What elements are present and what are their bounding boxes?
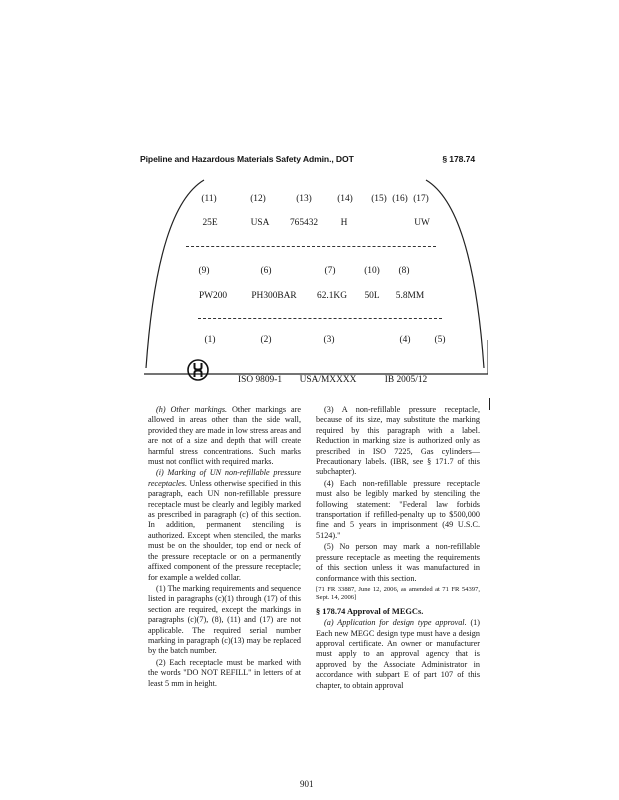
un-packaging-symbol xyxy=(187,359,209,381)
row3-value: ISO 9809-1 xyxy=(237,375,283,385)
paragraph-text: (1) Each new MEGC design type must have a design approval certificate. An owner or manufacturer must apply to an approval agency that is approved by the Associate Administrator in accordance with subpart E of part 107 of this chapter, to obtain approval xyxy=(316,618,480,690)
row1-key: (17) xyxy=(413,194,429,204)
row1-key: (13) xyxy=(296,194,312,204)
page-number: 901 xyxy=(300,779,314,789)
row3-key: (3) xyxy=(323,335,335,345)
paragraph-conformance: (5) No person may mark a non-refillable pressure receptacle as meeting the requirements of this section unless it was manufactured in conformance with this section. xyxy=(316,542,480,583)
row1-key: (12) xyxy=(250,194,266,204)
row2-key: (9) xyxy=(198,266,210,276)
row2-key: (10) xyxy=(364,266,380,276)
row2-key: (8) xyxy=(398,266,410,276)
section-number: § 178.74 xyxy=(442,154,475,164)
paragraph-label: (h) Other markings. xyxy=(156,405,228,414)
section-heading: § 178.74 Approval of MEGCs. xyxy=(316,606,424,616)
row1-value: 25E xyxy=(202,218,218,228)
row2-value: 50L xyxy=(364,291,380,301)
paragraph-other-markings xyxy=(148,405,301,467)
row2-divider xyxy=(198,318,442,319)
row1-key: (14) xyxy=(337,194,353,204)
row1-key: (11) xyxy=(201,194,217,204)
row1-value: UW xyxy=(414,218,430,228)
paragraph-do-not-refill: (2) Each receptacle must be marked with the words "DO NOT REFILL" in letters of at least 5 mm in height. xyxy=(148,657,301,688)
un-mark-label: UN xyxy=(187,359,189,360)
paragraph-label: (a) Application for design type approval. xyxy=(324,618,467,628)
margin-rule xyxy=(489,398,490,410)
left-column xyxy=(148,405,301,689)
paragraph-label-substitute: (3) A non-refillable pressure receptacle, because of its size, may substitute the marking required by this paragraph with a label. Reduction in marking size is authorized only as prescribed in ISO 7225, Gas cylinders—Precautionary labels. (IBR, see § 171.7 of this subchapter). xyxy=(316,405,480,477)
running-head xyxy=(140,154,475,164)
row1-value: USA xyxy=(250,218,270,228)
row1-value: H xyxy=(340,218,348,228)
right-column xyxy=(316,405,480,691)
paragraph-stenciling-statement: (4) Each non-refillable pressure receptacle must also be legibly marked by stenciling the following statement: "Federal law forbids transportation if refilled-penalty up to $500,000 fine and 5 years in imprisonment (49 U.S.C. 5124)." xyxy=(316,478,480,540)
row3-key: (5) xyxy=(434,335,446,345)
row1-value: 765432 xyxy=(289,218,319,228)
cylinder-left-curve xyxy=(146,180,204,368)
paragraph-text: Other markings are allowed in areas other than the side wall, provided they are made in low stress areas and are not of a size and depth that will create harmful stress concentrations. Such marks must not conflict with required marks. xyxy=(148,405,302,467)
row3-key: (1) xyxy=(204,335,216,345)
cylinder-marking-figure xyxy=(142,176,488,398)
agency-title: Pipeline and Hazardous Materials Safety Admin., DOT xyxy=(140,154,354,164)
row3-value: IB 2005/12 xyxy=(384,375,428,385)
row2-key: (7) xyxy=(324,266,336,276)
row1-key: (15) xyxy=(371,194,387,204)
row3-key: (4) xyxy=(399,335,411,345)
paragraph-label: (i) Marking of UN non-refillable pressure receptacles. xyxy=(148,468,301,488)
row2-value: PW200 xyxy=(198,291,228,301)
row2-key: (6) xyxy=(260,266,272,276)
row1-key: (16) xyxy=(392,194,408,204)
paragraph-design-approval xyxy=(316,618,480,691)
paragraph-non-refillable xyxy=(148,468,301,582)
row1-divider xyxy=(186,246,436,247)
row2-value: 5.8MM xyxy=(395,291,425,301)
row3-value: USA/MXXXX xyxy=(299,375,357,385)
row2-value: PH300BAR xyxy=(251,291,297,301)
row2-value: 62.1KG xyxy=(317,291,347,301)
federal-register-citation: [71 FR 33887, June 12, 2006, as amended at 71 FR 54397, Sept. 14, 2006] xyxy=(316,585,480,602)
row3-key: (2) xyxy=(260,335,272,345)
paragraph-marking-requirements: (1) The marking requirements and sequence listed in paragraphs (c)(1) through (17) of this section are required, except the markings in paragraphs (c)(7), (8), (11) and (17) are not applicable. The required serial number marking in paragraph (c)(13) may be replaced by the batch number. xyxy=(148,583,301,656)
paragraph-text: Unless otherwise specified in this paragraph, each UN non-refillable pressure receptacle must be clearly and legibly marked as prescribed in paragraph (c) of this section. In addition, permanent stenciling is authorized. Except when stenciled, the marks must be on the shoulder, top end or neck of the pressure receptacle or on a permanently affixed component of the pressure receptacle; for example a welded collar. xyxy=(148,478,301,582)
